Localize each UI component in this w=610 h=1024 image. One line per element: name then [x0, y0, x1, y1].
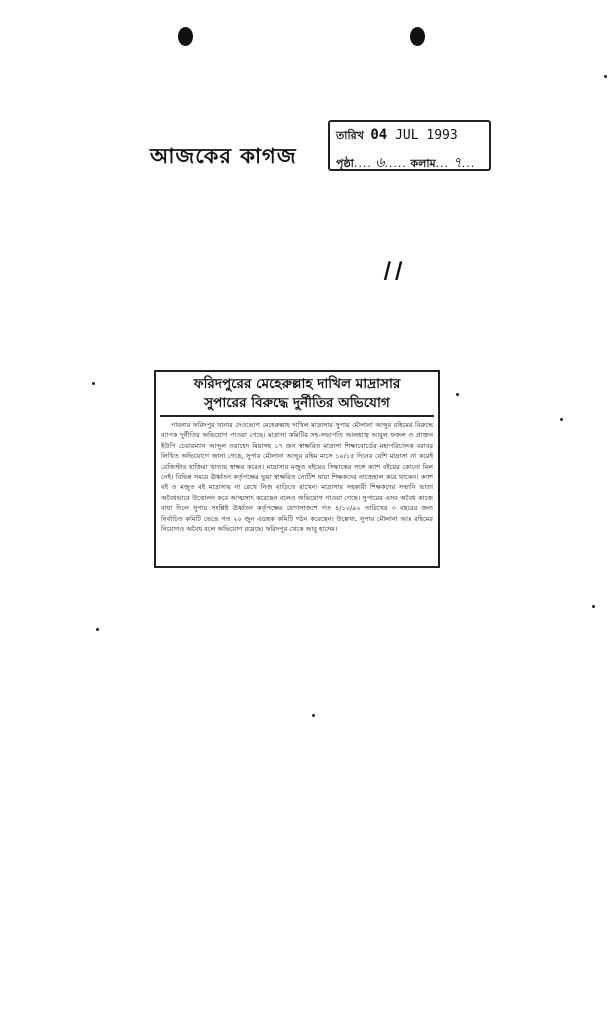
stamp-date [370, 128, 457, 143]
scan-speck [604, 75, 607, 78]
newspaper-name: আজকের কাগজ [150, 143, 297, 168]
scan-speck [456, 393, 459, 396]
stamp-date-year: 1993 [426, 128, 458, 143]
stamp-date-row [336, 127, 458, 146]
stamp-page-value: ৬ [375, 155, 385, 171]
stamp-column-label: কলাম [410, 157, 436, 170]
scan-speck [560, 418, 563, 421]
stamp-column-value: ৭ [452, 155, 462, 171]
stamp-date-day: 04 [370, 127, 388, 143]
stamp-page-label: পৃষ্ঠা [336, 157, 354, 170]
scan-speck [96, 628, 99, 631]
headline-line-2: সুপারের বিরুদ্ধে দুর্নীতির অভিযোগ [160, 394, 434, 417]
punch-hole-left [178, 27, 193, 46]
stamp-date-label: তারিখ [336, 129, 364, 142]
scan-speck [592, 605, 595, 608]
scan-speck [92, 382, 95, 385]
clipping-headline [156, 375, 438, 417]
scan-speck [312, 714, 315, 717]
stamp-page-row: পৃষ্ঠা.... ৬..... কলাম... ৭... [336, 155, 476, 171]
punch-hole-right [410, 27, 425, 46]
handwritten-page-mark: ।। [378, 253, 401, 288]
headline-line-1: ফরিদপুরের মেহেরুল্লাহ দাখিল মাদ্রাসার [193, 376, 401, 392]
archive-stamp [328, 120, 491, 171]
clipping-body: পাবনার ফরিদপুর থানার দেওভোগ মেহেরুল্লাহ দাখিল মাদ্রাসার সুপার মৌলানা আব্দুর রহিমের বিরুদ্ধে ব্যাপক দুর্নীতির অভিযোগ পাওয়া গেছে। মাদ্রাসা কমিটির সহ-সভাপতি আলহাজ্ব আবুল ফজল ও প্রাক্তন ইউপি চেয়ারম্যান আব্দুল ওয়াহেদ মিয়াসহ ১৭ জন স্বাক্ষরিত মাদ্রাসা শিক্ষাবোর্ডের মহাপরিচালক বরাবর লিখিত অভিযোগে জানা গেছে, সুপার মৌলানা আব্দুর রহিম মাসে ১০/১৫ দিনের বেশি মাদ্রাসা না করেই রেজিস্টার হাজিরা খাতায় স্বাক্ষর করেন। মাদ্রাসার মজুত বইয়ের সিদ্ধান্তের সঙ্গে ক্যাশ বইয়ের কোনো মিল নেই। বিভিন্ন সময়ে ঊর্ধ্বতন কর্তৃপক্ষের ভুয়া স্বাক্ষরিত নোটিশ দ্বারা শিক্ষকদের নাজেহাল করে থাকেন। ক্যাশ বই ও মজুত বই মাদ্রাসায় না রেখে নিজ বাড়িতে রাখেন। মাদ্রাসার সহকারী শিক্ষকদের সম্মানি ভাতা অবৈধভাবে উত্তোলন করে আত্মসাৎ করেছেন বলেও অভিযোগ পাওয়া গেছে। সুপারের এসব অবৈধ কাজে বাধা দিলে সুপার সংশ্লিষ্ট ঊর্ধ্বতন কর্তৃপক্ষের যোগসাজশে গত ৪/১০/৯২ তারিখের ৩ বছরের জন্য নির্বাচিত কমিটি ভেঙে গত ২০ জুন এডহক কমিটি গঠন করেছেন। উল্লেখ্য, সুপার মৌলানা আঃ রহিমের নিয়োগও অবৈধ বলে অভিযোগ রয়েছে। ফরিদপুর থেকে আবু হাসেম। [161, 421, 433, 534]
stamp-date-month: JUL [395, 128, 419, 143]
news-clipping [154, 370, 440, 568]
